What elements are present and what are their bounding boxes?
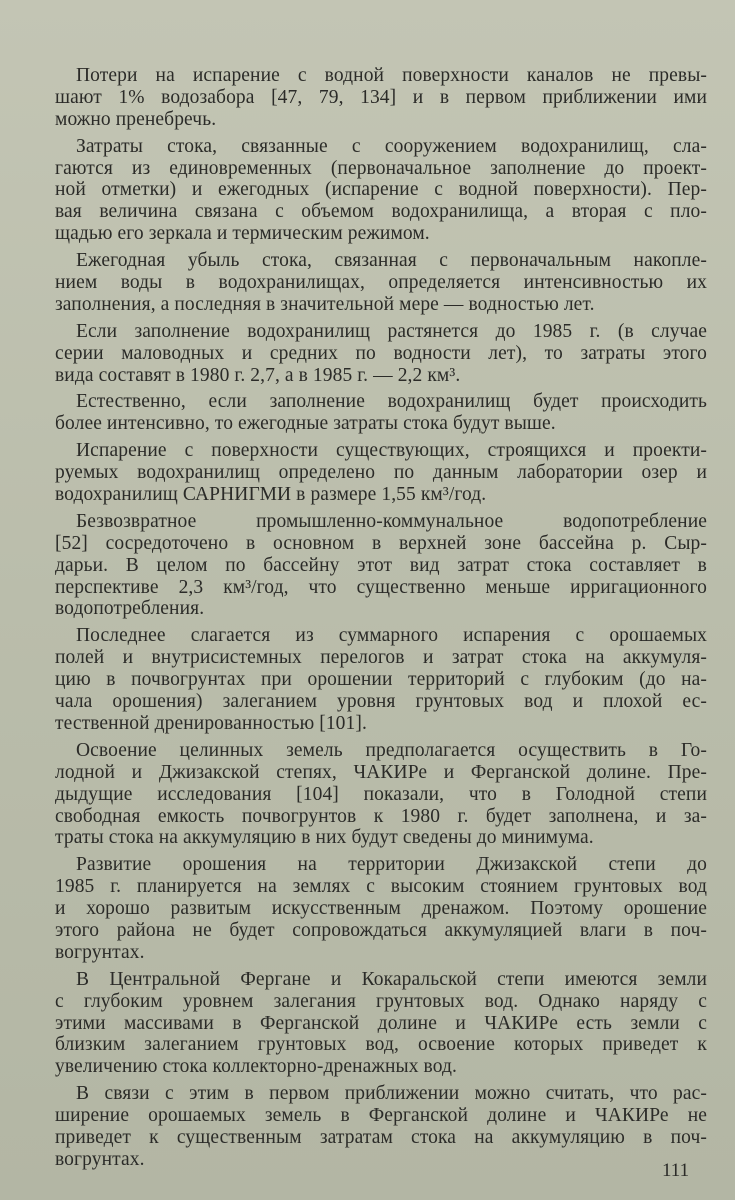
text-line: более интенсивно, то ежегодные затраты стока будут выше. xyxy=(55,413,556,435)
text-line: этими массивами в Ферганской долине и ЧАКИРе есть земли с xyxy=(55,1012,707,1034)
text-line: траты стока на аккумуляцию в них будут сведены до минимума. xyxy=(55,827,594,849)
text-line: нием воды в водохранилищах, определяется интенсивностью их xyxy=(55,272,707,294)
text-line: приведет к существенным затратам стока на аккумуляцию в поч- xyxy=(55,1126,707,1148)
text-line: перспективе 2,3 км³/год, что существенно меньше ирригационного xyxy=(55,576,707,598)
text-line: Ежегодная убыль стока, связанная с первоначальным накопле- xyxy=(76,250,707,272)
paragraph xyxy=(55,740,707,849)
paragraph xyxy=(55,854,707,963)
text-line: Потери на испарение с водной поверхности каналов не превы- xyxy=(76,65,707,86)
text-line: гаются из единовременных (первоначальное заполнение до проект- xyxy=(55,157,707,179)
paragraph xyxy=(55,440,707,506)
text-line: чала орошения) залеганием уровня грунтовых вод и плохой ес- xyxy=(55,691,707,713)
text-line: Если заполнение водохранилищ растянется до 1985 г. (в случае xyxy=(76,320,707,342)
text-line: близким залеганием грунтовых вод, освоение которых приведет к xyxy=(55,1034,707,1056)
text-line: можно пренебречь. xyxy=(55,108,217,130)
text-line: вая величина связана с объемом водохранилища, а вторая с пло- xyxy=(55,201,707,223)
text-line: Безвозвратное промышленно-коммунальное водопотребление xyxy=(76,510,707,532)
text-line: вида составят в 1980 г. 2,7, а в 1985 г. — 2,2 км³. xyxy=(55,364,461,386)
text-line: дарьи. В целом по бассейну этот вид затрат стока составляет в xyxy=(55,554,707,576)
paragraph xyxy=(55,1083,707,1171)
paragraph xyxy=(55,391,707,435)
text-line: водопотребления. xyxy=(55,598,205,620)
text-line: шают 1% водозабора [47, 79, 134] и в первом приближении ими xyxy=(55,86,707,108)
text-line: полей и внутрисистемных перелогов и затрат стока на аккумуля- xyxy=(55,647,707,669)
text-line: тественной дренированностью [101]. xyxy=(55,712,367,734)
text-line: Развитие орошения на территории Джизакской степи до xyxy=(76,854,707,876)
text-line: 1985 г. планируется на землях с высоким стоянием грунтовых вод xyxy=(55,876,707,898)
paragraph xyxy=(55,511,707,620)
text-line: заполнения, а последняя в значительной мере — водностью лет. xyxy=(55,293,595,315)
text-line: водохранилищ САРНИГМИ в размере 1,55 км³/год. xyxy=(55,484,487,506)
text-line: [52] сосредоточено в основном в верхней зоне бассейна р. Сыр- xyxy=(55,532,707,554)
text-line: ширение орошаемых земель в Ферганской долине и ЧАКИРе не xyxy=(55,1105,707,1127)
text-line: Освоение целинных земель предполагается осуществить в Го- xyxy=(76,739,707,761)
text-line: цию в почвогрунтах при орошении территорий с глубоким (до на- xyxy=(55,669,707,691)
text-line: Последнее слагается из суммарного испарения с орошаемых xyxy=(76,625,707,647)
text-line: увеличению стока коллекторно-дренажных вод. xyxy=(55,1056,457,1078)
text-line: свободная емкость почвогрунтов к 1980 г. будет заполнена, и за- xyxy=(55,805,707,827)
text-line: серии маловодных и средних по водности лет), то затраты этого xyxy=(55,342,707,364)
paragraph xyxy=(55,250,707,316)
text-line: Затраты стока, связанные с сооружением водохранилищ, сла- xyxy=(76,135,707,157)
paragraph xyxy=(55,321,707,387)
text-line: дыдущие исследования [104] показали, что в Голодной степи xyxy=(55,783,707,805)
page-body xyxy=(55,65,707,1176)
text-line: руемых водохранилищ определено по данным лаборатории озер и xyxy=(55,462,707,484)
text-line: с глубоким уровнем залегания грунтовых вод. Однако наряду с xyxy=(55,990,707,1012)
paragraph xyxy=(55,65,707,131)
paragraph xyxy=(55,136,707,245)
text-line: вогрунтах. xyxy=(55,1148,145,1170)
paragraph xyxy=(55,625,707,734)
text-line: вогрунтах. xyxy=(55,941,145,963)
text-line: лодной и Джизакской степях, ЧАКИРе и Ферганской долине. Пре- xyxy=(55,761,707,783)
text-line: Испарение с поверхности существующих, строящихся и проекти- xyxy=(76,440,707,462)
text-line: и хорошо развитым искусственным дренажом. Поэтому орошение xyxy=(55,898,707,920)
text-line: В Центральной Фергане и Кокаральской степи имеются земли xyxy=(76,968,707,990)
text-line: этого района не будет сопровождаться аккумуляцией влаги в поч- xyxy=(55,919,707,941)
text-line: Естественно, если заполнение водохранилищ будет происходить xyxy=(76,391,707,413)
text-line: ной отметки) и ежегодных (испарение с водной поверхности). Пер- xyxy=(55,179,707,201)
paragraph xyxy=(55,969,707,1078)
text-line: щадью его зеркала и термическим режимом. xyxy=(55,223,430,245)
text-line: В связи с этим в первом приближении можно считать, что рас- xyxy=(76,1083,707,1105)
page-number: 111 xyxy=(662,1160,690,1181)
